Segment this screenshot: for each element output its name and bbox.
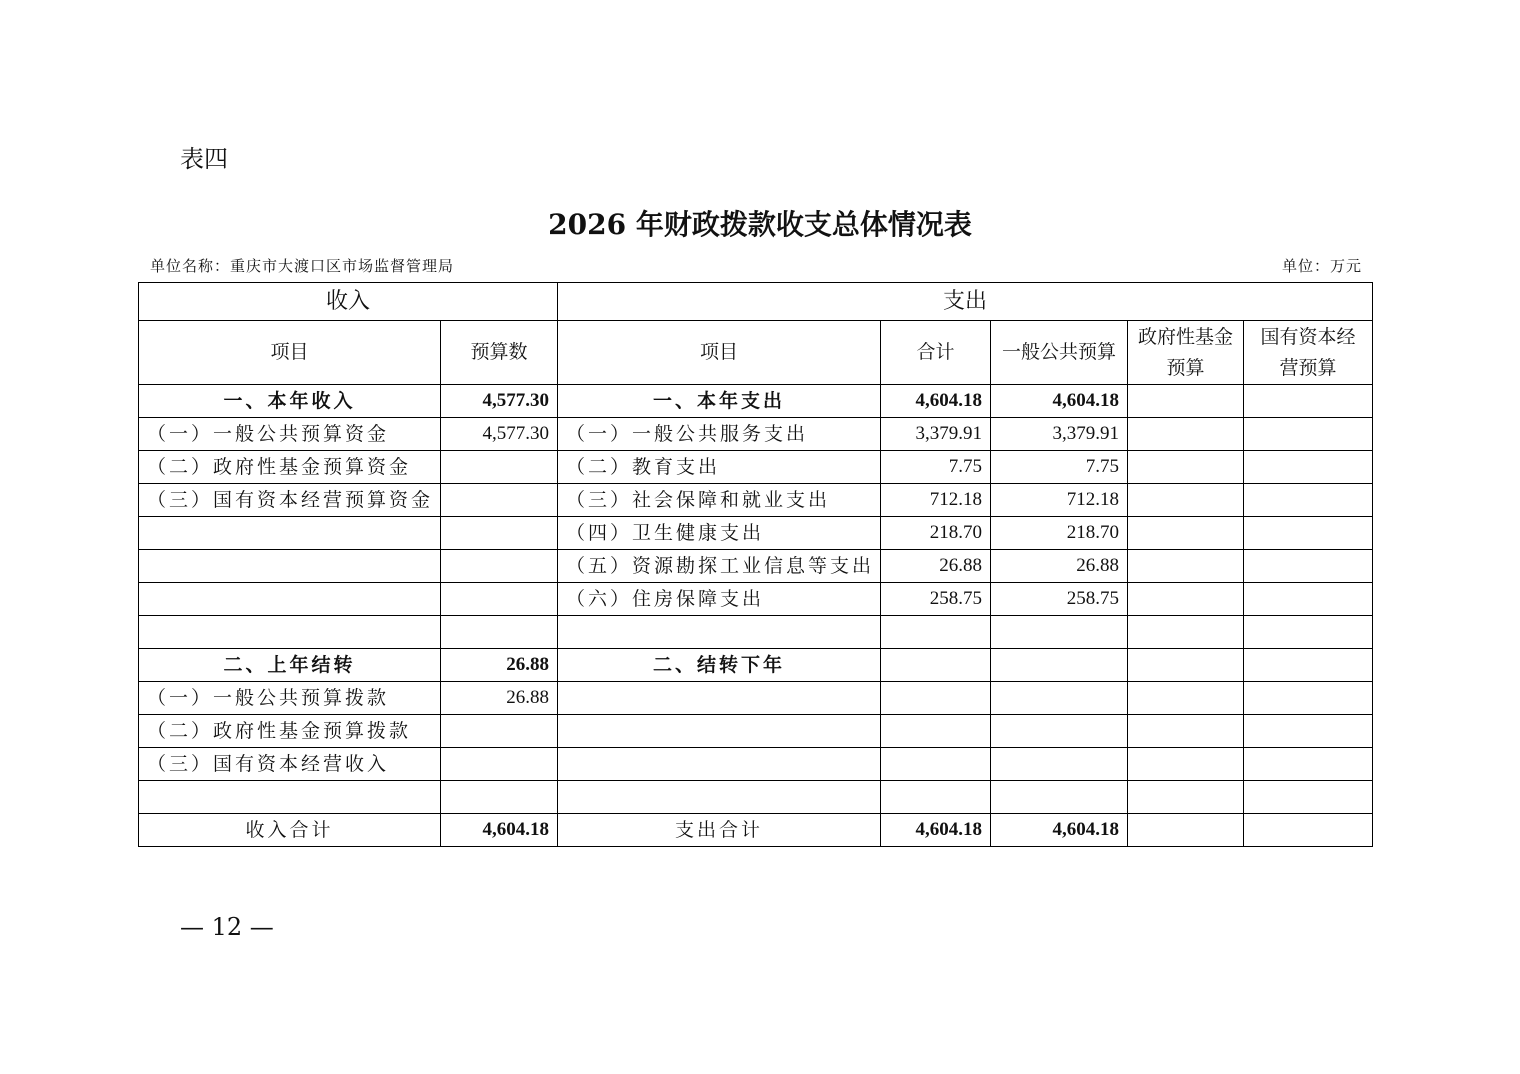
expense-item-cell: 一、本年支出 [558,385,881,418]
value-cell [1128,649,1244,682]
value-cell [1128,781,1244,814]
table-row [139,583,1373,616]
value-cell [1244,781,1373,814]
value-cell: 712.18 [881,484,991,517]
income-item-cell [139,550,441,583]
table-row [139,418,1373,451]
budget-table [138,282,1373,847]
value-cell [1128,550,1244,583]
value-cell: 258.75 [991,583,1128,616]
value-cell [1128,418,1244,451]
income-item-cell [139,616,441,649]
income-item-cell: （二）政府性基金预算拨款 [139,715,441,748]
value-cell: 218.70 [991,517,1128,550]
col-total: 合计 [881,321,991,385]
expense-item-cell: （六）住房保障支出 [558,583,881,616]
value-cell [1128,616,1244,649]
expense-item-cell: （五）资源勘探工业信息等支出 [558,550,881,583]
header-row-columns [139,321,1373,385]
income-item-cell: （一）一般公共预算资金 [139,418,441,451]
value-cell: 4,577.30 [441,418,558,451]
expense-header: 支出 [558,283,1373,321]
value-cell: 4,577.30 [441,385,558,418]
value-cell [1244,616,1373,649]
value-cell [1244,748,1373,781]
income-item-cell [139,781,441,814]
table-row [139,550,1373,583]
value-cell [441,484,558,517]
value-cell: 3,379.91 [881,418,991,451]
value-cell [1128,814,1244,847]
value-cell [991,682,1128,715]
value-cell: 4,604.18 [881,814,991,847]
document-title: 2026 年财政拨款收支总体情况表 [548,208,972,241]
income-item-cell: 收入合计 [139,814,441,847]
value-cell: 4,604.18 [991,385,1128,418]
income-item-cell [139,517,441,550]
value-cell [881,715,991,748]
value-cell [441,748,558,781]
income-item-cell: 一、本年收入 [139,385,441,418]
value-cell [1244,451,1373,484]
value-cell [881,781,991,814]
value-cell: 26.88 [881,550,991,583]
value-cell [1244,682,1373,715]
unit-name: 单位名称：重庆市大渡口区市场监督管理局 [150,257,455,275]
value-cell [1244,418,1373,451]
value-cell [991,781,1128,814]
value-cell: 26.88 [441,649,558,682]
value-cell [991,715,1128,748]
value-cell [1128,451,1244,484]
value-cell [441,550,558,583]
table-label: 表四 [180,145,228,173]
value-cell [1128,517,1244,550]
value-cell [881,748,991,781]
value-cell [1128,484,1244,517]
value-cell [881,616,991,649]
value-cell: 258.75 [881,583,991,616]
table-row [139,385,1373,418]
income-item-cell: （二）政府性基金预算资金 [139,451,441,484]
expense-item-cell [558,781,881,814]
value-cell [1244,583,1373,616]
col-general-budget: 一般公共预算 [991,321,1128,385]
value-cell [991,649,1128,682]
expense-item-cell: （一）一般公共服务支出 [558,418,881,451]
value-cell [1244,550,1373,583]
col-state-capital-budget: 国有资本经营预算 [1244,321,1373,385]
value-cell [881,682,991,715]
table-row [139,814,1373,847]
value-cell [441,781,558,814]
value-cell [881,649,991,682]
expense-item-cell [558,682,881,715]
value-cell: 7.75 [881,451,991,484]
col-income-budget: 预算数 [441,321,558,385]
income-header: 收入 [139,283,558,321]
col-income-item: 项目 [139,321,441,385]
value-cell [1128,748,1244,781]
value-cell: 4,604.18 [991,814,1128,847]
table-row [139,649,1373,682]
value-cell [441,715,558,748]
value-cell: 4,604.18 [441,814,558,847]
value-cell: 7.75 [991,451,1128,484]
value-cell: 4,604.18 [881,385,991,418]
table-row [139,715,1373,748]
value-cell [1128,583,1244,616]
col-expense-item: 项目 [558,321,881,385]
value-cell [441,517,558,550]
value-cell [441,451,558,484]
value-cell [1128,385,1244,418]
income-item-cell: （一）一般公共预算拨款 [139,682,441,715]
expense-item-cell [558,616,881,649]
expense-item-cell: （四）卫生健康支出 [558,517,881,550]
value-cell [991,748,1128,781]
value-cell: 26.88 [441,682,558,715]
value-cell [1244,385,1373,418]
table-row [139,682,1373,715]
unit-label: 单位：万元 [1281,257,1362,275]
page-number: — 12 — [180,913,274,941]
value-cell [1244,517,1373,550]
expense-item-cell: 二、结转下年 [558,649,881,682]
value-cell [991,616,1128,649]
expense-item-cell: 支出合计 [558,814,881,847]
income-item-cell: （三）国有资本经营收入 [139,748,441,781]
value-cell [1128,682,1244,715]
header-row-sections [139,283,1373,321]
table-row [139,451,1373,484]
value-cell: 712.18 [991,484,1128,517]
expense-item-cell [558,715,881,748]
value-cell [1244,649,1373,682]
value-cell: 26.88 [991,550,1128,583]
expense-item-cell: （二）教育支出 [558,451,881,484]
value-cell: 218.70 [881,517,991,550]
expense-item-cell [558,748,881,781]
income-item-cell [139,583,441,616]
col-fund-budget: 政府性基金预算 [1128,321,1244,385]
table-row [139,484,1373,517]
expense-item-cell: （三）社会保障和就业支出 [558,484,881,517]
table-row [139,517,1373,550]
value-cell [1244,715,1373,748]
table-row [139,781,1373,814]
income-item-cell: 二、上年结转 [139,649,441,682]
value-cell [441,616,558,649]
value-cell: 3,379.91 [991,418,1128,451]
value-cell [441,583,558,616]
value-cell [1244,484,1373,517]
table-row [139,748,1373,781]
value-cell [1244,814,1373,847]
income-item-cell: （三）国有资本经营预算资金 [139,484,441,517]
table-row [139,616,1373,649]
value-cell [1128,715,1244,748]
